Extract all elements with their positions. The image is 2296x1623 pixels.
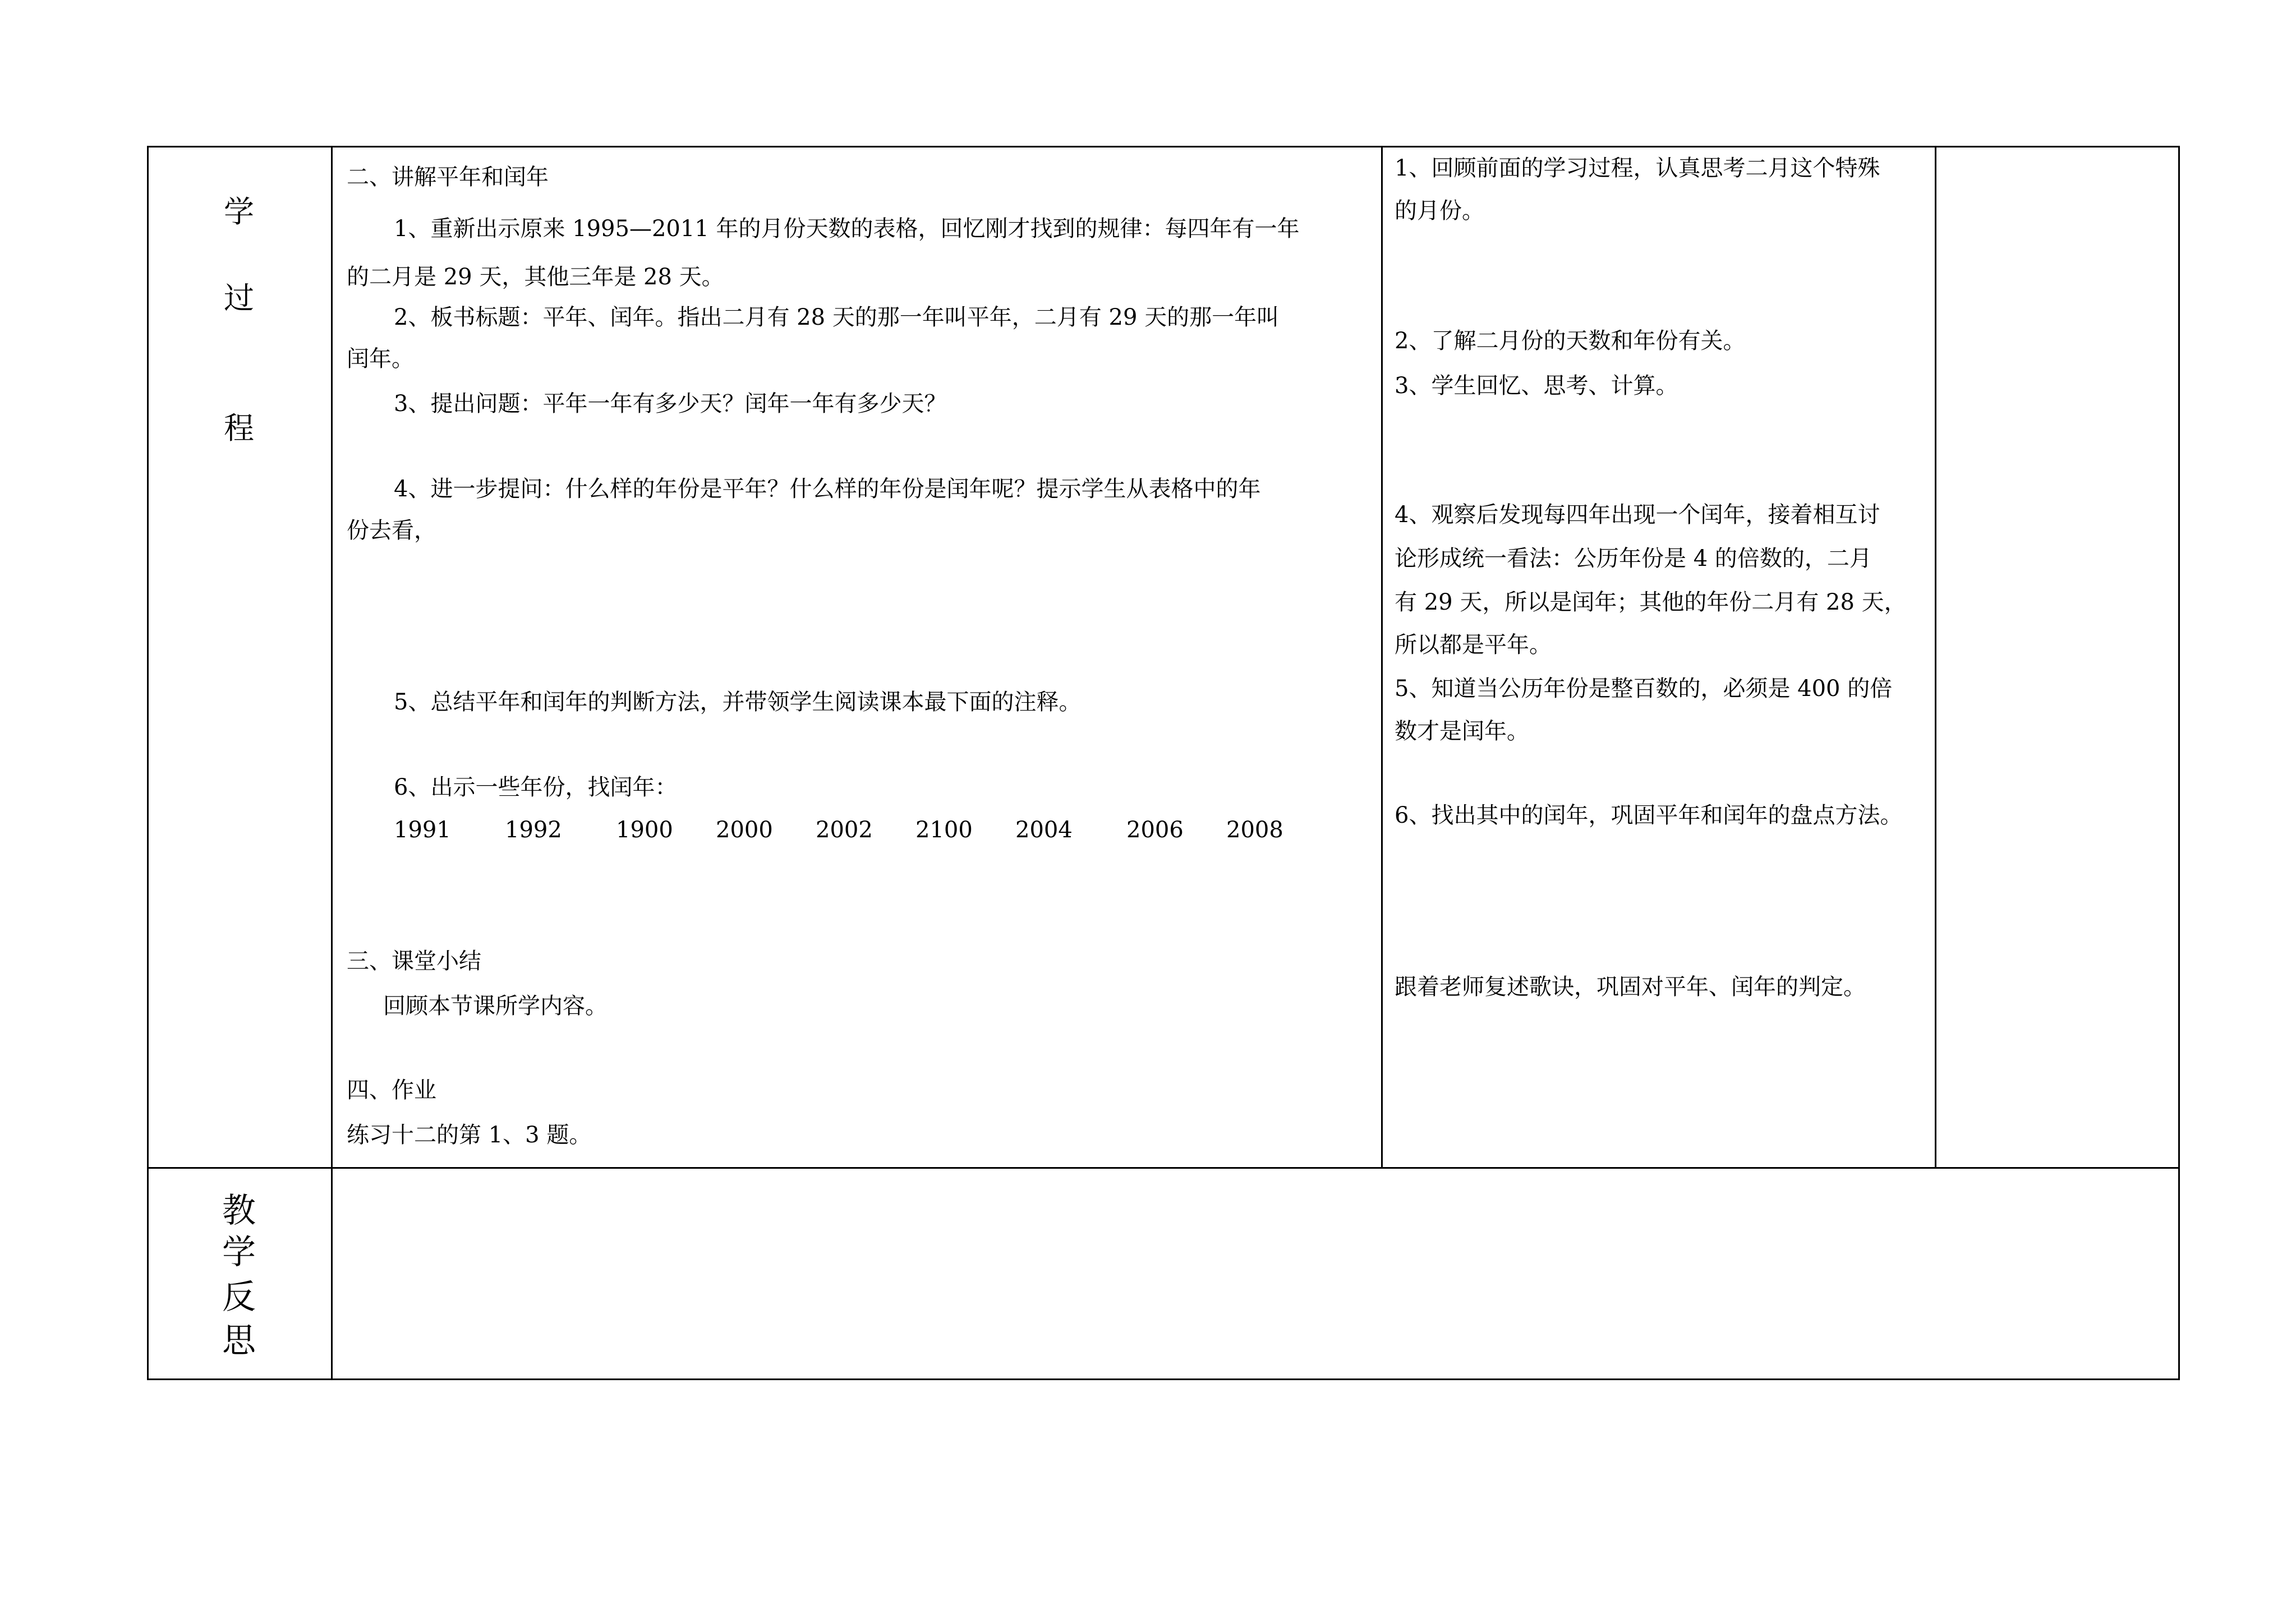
teacher-step-2-line-1: 2、板书标题：平年、闰年。指出二月有 28 天的那一年叫平年，二月有 29 天的那一年叫 xyxy=(394,305,1280,330)
table-top-border xyxy=(147,146,2180,147)
student-column-divider xyxy=(1935,146,1936,1169)
year-item: 2002 xyxy=(816,817,873,843)
reflection-label-char-4: 思 xyxy=(222,1321,256,1361)
year-item: 1900 xyxy=(616,817,673,843)
year-item: 2008 xyxy=(1226,817,1283,843)
student-step-1-line-1: 1、回顾前面的学习过程，认真思考二月这个特殊 xyxy=(1395,155,1880,181)
student-step-7: 跟着老师复述歌诀，巩固对平年、闰年的判定。 xyxy=(1395,974,1866,1000)
student-step-4-line-1: 4、观察后发现每四年出现一个闰年，接着相互讨 xyxy=(1395,502,1880,528)
student-step-5-line-2: 数才是闰年。 xyxy=(1395,718,1529,744)
reflection-label-char-1: 教 xyxy=(222,1191,256,1230)
year-item: 1991 xyxy=(394,817,451,843)
teacher-step-2-line-2: 闰年。 xyxy=(347,346,414,372)
student-step-5-line-1: 5、知道当公历年份是整百数的，必须是 400 的倍 xyxy=(1395,676,1893,702)
teacher-step-5: 5、总结平年和闰年的判断方法，并带领学生阅读课本最下面的注释。 xyxy=(394,689,1082,715)
teacher-step-1-line-2: 的二月是 29 天，其他三年是 28 天。 xyxy=(347,264,724,290)
student-step-4-line-2: 论形成统一看法：公历年份是 4 的倍数的，二月 xyxy=(1395,546,1872,571)
student-step-4-line-4: 所以都是平年。 xyxy=(1395,632,1552,658)
teacher-column-divider xyxy=(1381,146,1383,1169)
process-label-char-1: 学 xyxy=(224,194,254,229)
year-item: 2004 xyxy=(1015,817,1073,843)
student-step-6: 6、找出其中的闰年，巩固平年和闰年的盘点方法。 xyxy=(1395,803,1903,828)
table-left-border xyxy=(147,146,149,1380)
teacher-step-4-line-2: 份去看， xyxy=(347,518,436,543)
teacher-step-6: 6、出示一些年份，找闰年： xyxy=(394,774,678,800)
teacher-step-4-line-1: 4、进一步提问：什么样的年份是平年？什么样的年份是闰年呢？提示学生从表格中的年 xyxy=(394,476,1261,502)
year-item: 2006 xyxy=(1126,817,1184,843)
process-label-char-2: 过 xyxy=(224,280,254,316)
teacher-step-1-line-1: 1、重新出示原来 1995—2011 年的月份天数的表格，回忆刚才找到的规律：每四年有一年 xyxy=(394,216,1300,242)
year-item: 2000 xyxy=(716,817,773,843)
table-row-divider xyxy=(147,1167,2180,1169)
section-3-title: 三、课堂小结 xyxy=(347,948,481,974)
reflection-label-char-3: 反 xyxy=(222,1278,256,1317)
section-4-body: 练习十二的第 1、3 题。 xyxy=(347,1122,592,1148)
section-2-title: 二、讲解平年和闰年 xyxy=(347,164,549,190)
label-column-divider xyxy=(331,146,333,1380)
student-step-3: 3、学生回忆、思考、计算。 xyxy=(1395,373,1678,399)
table-bottom-border xyxy=(147,1378,2180,1380)
section-4-title: 四、作业 xyxy=(347,1077,436,1103)
student-step-2: 2、了解二月份的天数和年份有关。 xyxy=(1395,328,1746,354)
reflection-label-char-2: 学 xyxy=(222,1233,256,1272)
section-3-body: 回顾本节课所学内容。 xyxy=(383,993,608,1019)
year-item: 2100 xyxy=(915,817,973,843)
process-label-char-3: 程 xyxy=(224,411,254,446)
teacher-step-3: 3、提出问题：平年一年有多少天？闰年一年有多少天？ xyxy=(394,391,947,417)
student-step-4-line-3: 有 29 天，所以是闰年；其他的年份二月有 28 天， xyxy=(1395,589,1907,615)
year-item: 1992 xyxy=(505,817,562,843)
student-step-1-line-2: 的月份。 xyxy=(1395,198,1484,224)
table-right-border xyxy=(2178,146,2180,1380)
